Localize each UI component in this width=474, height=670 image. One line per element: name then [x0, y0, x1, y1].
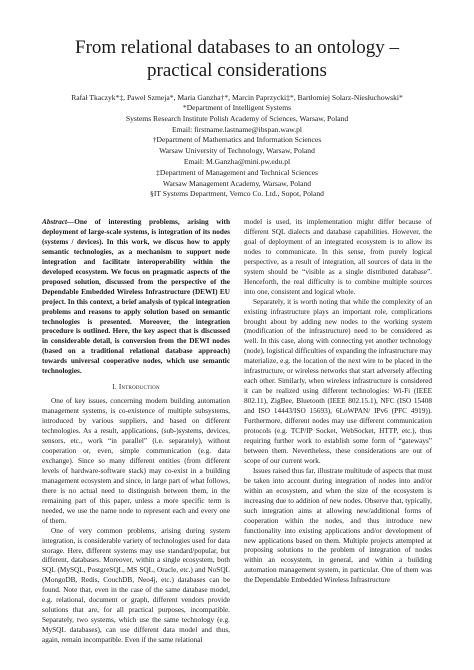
affiliation-line: *Department of Intelligent Systems — [182, 103, 292, 112]
paper-title: From relational databases to an ontology – practical considerations — [75, 37, 399, 81]
body-paragraph: Issues raised thus far, illustrate multitude of aspects that must be taken into account during integration of nodes into and/or within an ecosystem, and when the size of the ecosystem is increasing due to addition of new nodes. Observe that, typically, such integration aims at allowing new/additional forms of cooperation within the nodes, and thus introduce new functionality into existing applications and/or development of new applications based on them. Multiple projects attempted at proposing solutions to the problem of integration of nodes within an ecosystem, in general, and within a building automation management system, in particular. One of them was the Dependable Embedded Wireless Infrastructure — [244, 466, 432, 585]
body-paragraph: One of very common problems, arising during system integration, is considerable variety of technologies used for data storage. Here, different systems may use standard/popular, but different, databases. Moreover, within a single ecosystem, both SQL (MySQL, PostgreSQL, MS SQL, Oracle, etc.) and NoSQL (MongoDB, Redis, CouchDB, Neo4j, etc.) databases can be found. Note that, even in the case of the same database model, e.g. relational, document or graph, different vendors provide solutions that are, for all practical purposes, incompatible. Separately, two systems, which use the same technology (e.g. MySQL databases), can use different data model and thus, again, remain incompatible. Even if the same relational — [42, 526, 230, 645]
body-paragraph: Separately, it is worth noting that while the complexity of an existing infrastructure plays an important role, complications brought about by adding new nodes to the working system (modification of the infrastructure) need to be considered as well. In this case, along with connecting yet another technology (node), logistical difficulties of expanding the infrastructure may materialize, e.g. the location of the next wire to be placed in the infrastructure, or wireless networks that start adversely affecting each other. Similarly, when wireless infrastructure is considered it can be realized using different technologies: Wi-Fi (IEEE 802.11), ZigBee, Bluetooth (IEEE 802.15.1), NFC (ISO 15408 and ISO 14443/ISO 15693), 6LoWPAN/ IPv6 (PFC 4919)). Furthermore, different nodes may use different communication protocols (e.g. TCP/IP Socket, WebSocket, HTTP, etc.), thus requiring further work to establish some form of “gateways” between them. Nevertheless, these considerations are out of scope of our current work. — [244, 297, 432, 465]
abstract — [42, 218, 230, 377]
affiliations — [42, 103, 432, 200]
abstract-label: Abstract — [42, 218, 67, 226]
body-paragraph: One of key issues, concerning modern building automation management systems, is co-existence of multiple subsystems, introduced by various suppliers, and based on different technologies. As a result, applications, (sub-)systems, devices, sensors, etc., work “in parallel” (i.e. separately), without cooperation or, even, simple communication (e.g. data exchange). Since so many different entities (from different levels of hardware-software stack) may co-exist in a building management ecosystem and since, in large part of what follows, there is no actual need to distinguish between them, in the remaining part of this paper, unless a more specific term is needed, we use the name node to represent each and every one of them. — [42, 397, 230, 525]
author-list: Rafał Tkaczyk*‡, Paweł Szmeja*, Maria Ganzha†*, Marcin Paprzycki‡*, Bartłomiej Solarz-Niesłuchowski* — [71, 93, 403, 102]
two-column-body — [42, 218, 432, 646]
affiliation-line: Systems Research Institute Polish Academy of Sciences, Warsaw, Poland — [125, 113, 349, 123]
right-column — [244, 218, 432, 646]
affiliation-email: Email: firstname.lastname@ibspan.waw.pl — [171, 124, 303, 134]
section-heading: I. Introduction — [112, 383, 160, 392]
affiliation-line: Warsaw University of Technology, Warsaw, Poland — [159, 146, 315, 156]
abstract-text: —One of interesting problems, arising with deployment of large-scale systems, is integration of its nodes (systems / devices). In this work, we discus how to apply semantic technologies, as a mechanism to support node integration and facilitate interoperability within the developed ecosystem. We focus on pragmatic aspects of the proposed solution, discussed from the perspective of the Dependable Embedded Wireless Infrastructure (DEWI) EU project. In this context, a brief analysis of typical integration problems and reasons to apply solution based on semantic technologies is presented. Moreover, the integration procedure is outlined. Here, the key aspect that is discussed in considerable detail, is conversion from the DEWI nodes (based on a traditional relational database approach) towards universal cooperative nodes, which use semantic technologies. — [42, 218, 230, 376]
affiliation-line: ‡Department of Management and Technical Sciences — [156, 167, 318, 177]
affiliation-line: †Department of Mathematics and Information Sciences — [152, 135, 322, 145]
body-paragraph: model is used, its implementation might differ because of different SQL dialects and database capabilities. However, the goal of deployment of an integrated ecosystem is to allow its nodes to communicate. In this sense, from purely logical perspective, as a result of integration, all sources of data in the system should be “visible as a single distributed database”. Henceforth, the real difficulty is to combine multiple sources into one, consistent and logical whole. — [244, 218, 432, 296]
affiliation-email: Email: M.Ganzha@mini.pw.edu.pl — [183, 156, 291, 166]
affiliation-line: §IT Systems Department, Vemco Co. Ltd., Sopot, Poland — [150, 189, 324, 199]
affiliation-line: Warsaw Management Academy, Warsaw, Poland — [162, 178, 312, 188]
left-column — [42, 218, 230, 646]
